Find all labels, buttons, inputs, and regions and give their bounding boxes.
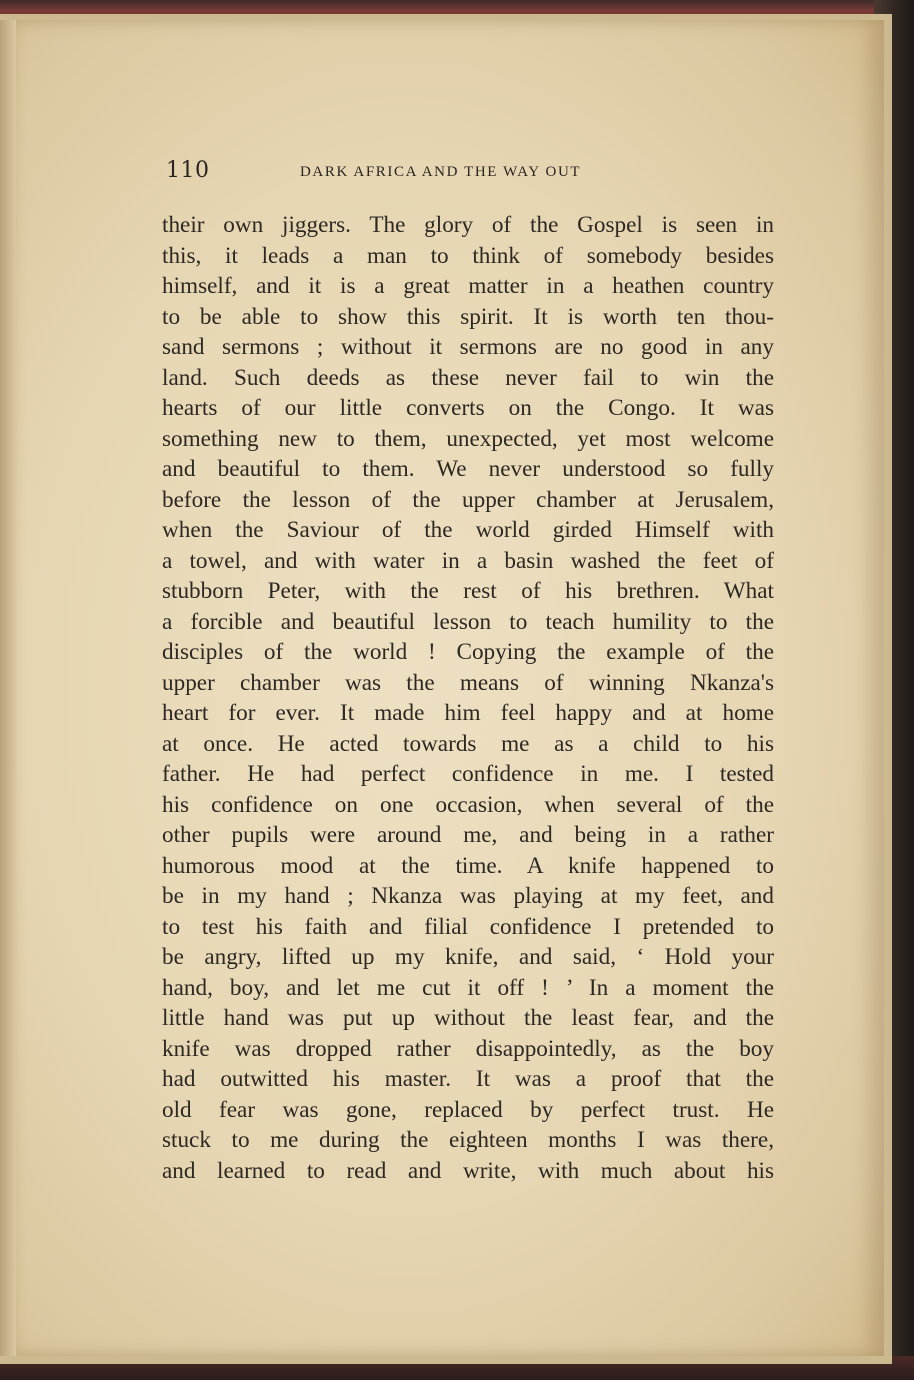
body-text xyxy=(162,210,774,1186)
running-title: DARK AFRICA AND THE WAY OUT xyxy=(300,164,582,180)
text-line: upper chamber was the means of winning Nkanza's xyxy=(162,669,774,696)
text-line: his confidence on one occasion, when several of the xyxy=(162,791,774,818)
text-line: and learned to read and write, with much about his xyxy=(162,1157,774,1184)
text-line: sand sermons ; without it sermons are no good in any xyxy=(162,334,774,360)
text-line: little hand was put up without the least fear, and the xyxy=(162,1005,774,1031)
text-line: land. Such deeds as these never fail to win the xyxy=(162,364,774,391)
text-line: be angry, lifted up my knife, and said, ‘ Hold your xyxy=(162,944,774,970)
text-line: at once. He acted towards me as a child to his xyxy=(162,730,774,757)
text-line: a forcible and beautiful lesson to teach humility to the xyxy=(162,608,774,635)
text-line: old fear was gone, replaced by perfect trust. He xyxy=(162,1096,774,1123)
text-line: to test his faith and filial confidence I pretended to xyxy=(162,913,774,940)
text-line: stubborn Peter, with the rest of his brethren. What xyxy=(162,578,774,604)
text-line: other pupils were around me, and being in a rather xyxy=(162,822,774,848)
text-line: when the Saviour of the world girded Himself with xyxy=(162,517,774,543)
page-number: 110 xyxy=(166,158,210,183)
text-line: hearts of our little converts on the Congo. It was xyxy=(162,395,774,421)
text-line: disciples of the world ! Copying the example of the xyxy=(162,639,774,665)
text-line: himself, and it is a great matter in a heathen country xyxy=(162,273,774,299)
text-line: knife was dropped rather disappointedly, as the boy xyxy=(162,1035,774,1062)
text-line: and beautiful to them. We never understood so fully xyxy=(162,456,774,482)
text-line: heart for ever. It made him feel happy and at home xyxy=(162,700,774,726)
text-line: this, it leads a man to think of somebody besides xyxy=(162,242,774,269)
text-line: had outwitted his master. It was a proof that the xyxy=(162,1066,774,1092)
text-line: their own jiggers. The glory of the Gospel is seen in xyxy=(162,212,774,238)
text-line: be in my hand ; Nkanza was playing at my feet, and xyxy=(162,883,774,909)
text-line: father. He had perfect confidence in me. I tested xyxy=(162,761,774,787)
text-line: humorous mood at the time. A knife happened to xyxy=(162,852,774,879)
text-line: before the lesson of the upper chamber at Jerusalem, xyxy=(162,486,774,513)
page-header xyxy=(166,158,666,188)
text-line: something new to them, unexpected, yet most welcome xyxy=(162,425,774,452)
text-line: hand, boy, and let me cut it off ! ’ In a moment the xyxy=(162,974,774,1001)
text-line: a towel, and with water in a basin washed the feet of xyxy=(162,547,774,574)
text-line: stuck to me during the eighteen months I was there, xyxy=(162,1127,774,1153)
page-gutter-edge xyxy=(0,20,16,1356)
text-line: to be able to show this spirit. It is worth ten thou- xyxy=(162,303,774,330)
